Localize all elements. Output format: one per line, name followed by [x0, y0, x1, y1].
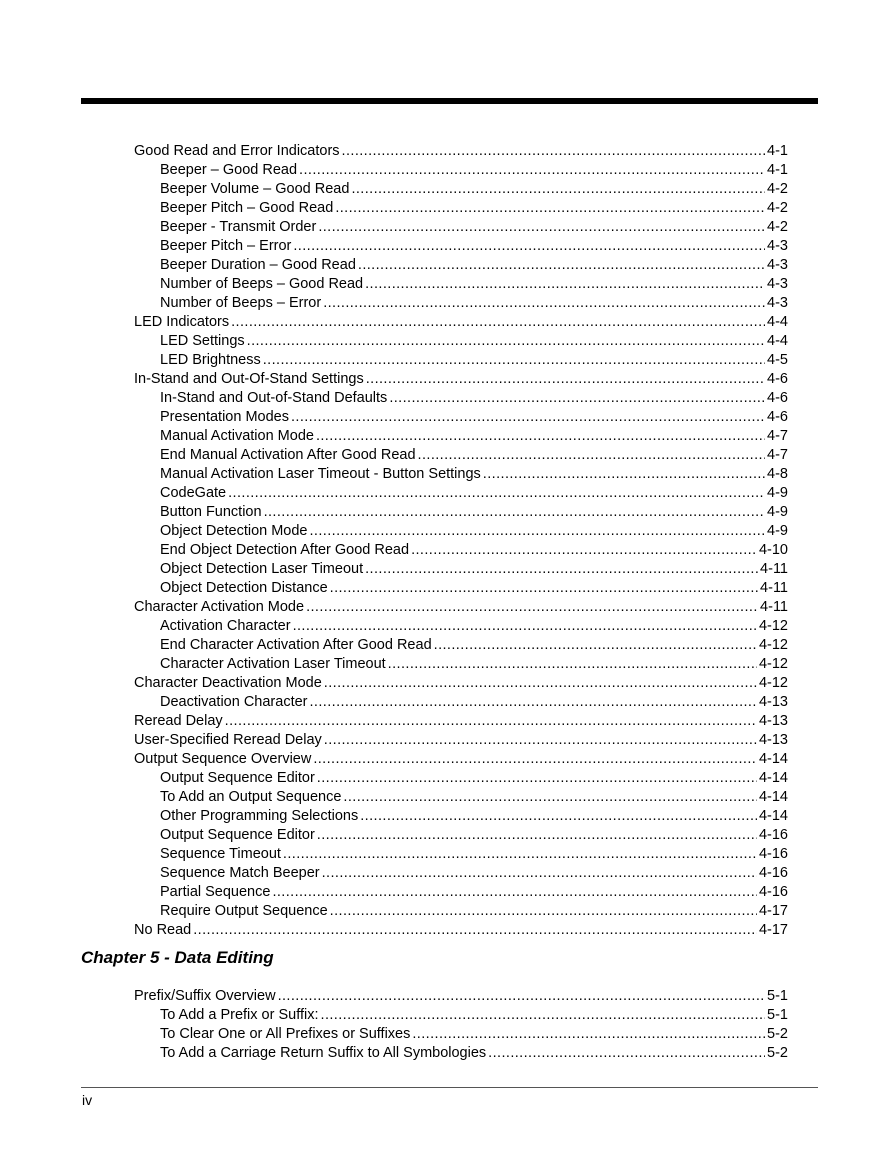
- toc-entry-page: 5-2: [767, 1026, 788, 1042]
- toc-entry[interactable]: [134, 769, 788, 788]
- toc-entry-title: Manual Activation Laser Timeout - Button Settings: [160, 466, 481, 482]
- toc-entry[interactable]: [134, 142, 788, 161]
- dot-leader: [310, 693, 757, 712]
- toc-entry[interactable]: [134, 864, 788, 883]
- toc-entry-page: 4-2: [767, 181, 788, 197]
- toc-entry-page: 4-5: [767, 352, 788, 368]
- toc-entry-page: 4-2: [767, 200, 788, 216]
- toc-entry-title: Object Detection Distance: [160, 580, 328, 596]
- toc-entry-title: End Manual Activation After Good Read: [160, 447, 416, 463]
- dot-leader: [483, 465, 765, 484]
- toc-entry[interactable]: [134, 693, 788, 712]
- toc-entry-page: 4-14: [758, 808, 788, 824]
- toc-entry[interactable]: [134, 902, 788, 921]
- page-number: iv: [82, 1092, 93, 1108]
- dot-leader: [389, 389, 765, 408]
- toc-entry-title: Beeper – Good Read: [160, 162, 298, 178]
- toc-entry-title: Good Read and Error Indicators: [134, 143, 340, 159]
- toc-entry-title: To Add a Carriage Return Suffix to All Symbologies: [160, 1045, 487, 1061]
- toc-entry-title: LED Indicators: [134, 314, 230, 330]
- toc-entry[interactable]: [134, 788, 788, 807]
- dot-leader: [264, 503, 765, 522]
- toc-entry-page: 4-16: [758, 865, 788, 881]
- toc-entry[interactable]: [134, 237, 788, 256]
- dot-leader: [330, 902, 757, 921]
- toc-entry-page: 4-16: [758, 846, 788, 862]
- toc-entry[interactable]: [134, 845, 788, 864]
- toc-entry-page: 4-3: [767, 238, 788, 254]
- toc-entry-page: 4-12: [758, 656, 788, 672]
- toc-entry-title: Character Activation Mode: [134, 599, 305, 615]
- dot-leader: [293, 237, 765, 256]
- toc-entry[interactable]: [134, 541, 788, 560]
- dot-leader: [263, 351, 765, 370]
- toc-entry-title: Beeper Duration – Good Read: [160, 257, 356, 273]
- toc-entry-page: 4-14: [758, 789, 788, 805]
- toc-entry-page: 4-10: [758, 542, 788, 558]
- dot-leader: [291, 408, 765, 427]
- toc-entry-title: Beeper - Transmit Order: [160, 219, 317, 235]
- toc-entry[interactable]: [134, 503, 788, 522]
- toc-entry-title: No Read: [134, 922, 192, 938]
- toc-entry[interactable]: [134, 579, 788, 598]
- toc-entry-page: 4-11: [760, 561, 788, 577]
- toc-entry-title: LED Settings: [160, 333, 245, 349]
- dot-leader: [366, 370, 765, 389]
- toc-entry[interactable]: [134, 351, 788, 370]
- toc-entry-page: 4-9: [767, 504, 788, 520]
- dot-leader: [342, 142, 766, 161]
- toc-entry-title: User-Specified Reread Delay: [134, 732, 322, 748]
- dot-leader: [388, 655, 757, 674]
- toc-entry[interactable]: [134, 332, 788, 351]
- toc-entry-title: Sequence Match Beeper: [160, 865, 320, 881]
- toc-entry[interactable]: [134, 484, 788, 503]
- toc-entry-title: Deactivation Character: [160, 694, 308, 710]
- toc-entry-page: 5-2: [767, 1045, 788, 1061]
- dot-leader: [193, 921, 757, 940]
- toc-entry[interactable]: [134, 1025, 788, 1044]
- dot-leader: [313, 750, 757, 769]
- dot-leader: [343, 788, 757, 807]
- dot-leader: [323, 294, 765, 313]
- dot-leader: [306, 598, 758, 617]
- toc-entry-page: 4-4: [767, 314, 788, 330]
- toc-entry-title: Output Sequence Overview: [134, 751, 312, 767]
- dot-leader: [360, 807, 757, 826]
- toc-entry-title: To Clear One or All Prefixes or Suffixes: [160, 1026, 411, 1042]
- dot-leader: [247, 332, 765, 351]
- toc-entry-page: 4-3: [767, 295, 788, 311]
- toc-entry-page: 4-12: [758, 637, 788, 653]
- toc-entry-page: 4-17: [758, 922, 788, 938]
- dot-leader: [321, 1006, 766, 1025]
- toc-entry-title: Button Function: [160, 504, 262, 520]
- toc-entry[interactable]: [134, 987, 788, 1006]
- toc-entry-page: 4-6: [767, 390, 788, 406]
- toc-entry[interactable]: [134, 256, 788, 275]
- toc-entry-page: 4-13: [758, 694, 788, 710]
- toc-entry[interactable]: [134, 655, 788, 674]
- toc-entry[interactable]: [134, 427, 788, 446]
- toc-entry[interactable]: [134, 883, 788, 902]
- dot-leader: [322, 864, 757, 883]
- toc-entry-title: To Add a Prefix or Suffix:: [160, 1007, 319, 1023]
- toc-entry[interactable]: [134, 807, 788, 826]
- toc-entry-page: 4-14: [758, 751, 788, 767]
- toc-entry-title: Number of Beeps – Error: [160, 295, 322, 311]
- toc-entry-title: Presentation Modes: [160, 409, 289, 425]
- dot-leader: [317, 826, 757, 845]
- dot-leader: [351, 180, 765, 199]
- toc-entry-title: End Object Detection After Good Read: [160, 542, 410, 558]
- toc-entry-page: 5-1: [767, 988, 788, 1004]
- toc-entry[interactable]: [134, 826, 788, 845]
- dot-leader: [324, 731, 757, 750]
- toc-entry-title: LED Brightness: [160, 352, 261, 368]
- dot-leader: [231, 313, 765, 332]
- toc-entry-page: 4-7: [767, 447, 788, 463]
- toc-entry-page: 4-9: [767, 523, 788, 539]
- dot-leader: [411, 541, 757, 560]
- toc-entry[interactable]: [134, 731, 788, 750]
- toc-entry-page: 4-12: [758, 675, 788, 691]
- dot-leader: [299, 161, 765, 180]
- toc-entry-title: In-Stand and Out-of-Stand Defaults: [160, 390, 388, 406]
- toc-entry-title: Sequence Timeout: [160, 846, 281, 862]
- dot-leader: [365, 560, 758, 579]
- toc-entry[interactable]: [134, 636, 788, 655]
- toc-entry[interactable]: [134, 446, 788, 465]
- toc-entry-page: 4-14: [758, 770, 788, 786]
- toc-entry-page: 4-6: [767, 409, 788, 425]
- toc-entry-title: CodeGate: [160, 485, 227, 501]
- toc-entry-title: In-Stand and Out-Of-Stand Settings: [134, 371, 364, 387]
- toc-entry-page: 4-4: [767, 333, 788, 349]
- footer-rule: [81, 1087, 818, 1088]
- toc-entry-page: 4-11: [760, 580, 788, 596]
- toc-entry[interactable]: [134, 199, 788, 218]
- toc-entry[interactable]: [134, 465, 788, 484]
- dot-leader: [412, 1025, 765, 1044]
- dot-leader: [225, 712, 757, 731]
- toc-entry[interactable]: [134, 674, 788, 693]
- toc-entry-title: Character Activation Laser Timeout: [160, 656, 386, 672]
- table-of-contents: [134, 142, 788, 940]
- dot-leader: [365, 275, 765, 294]
- toc-entry-title: Beeper Volume – Good Read: [160, 181, 350, 197]
- dot-leader: [310, 522, 766, 541]
- toc-entry-page: 4-16: [758, 827, 788, 843]
- toc-entry[interactable]: [134, 921, 788, 940]
- toc-entry-page: 4-16: [758, 884, 788, 900]
- dot-leader: [418, 446, 766, 465]
- toc-entry-page: 4-3: [767, 276, 788, 292]
- toc-entry-title: Reread Delay: [134, 713, 223, 729]
- toc-entry-page: 4-1: [767, 162, 788, 178]
- table-of-contents-chapter-5: [134, 987, 788, 1063]
- chapter-heading: Chapter 5 - Data Editing: [81, 948, 274, 967]
- dot-leader: [488, 1044, 765, 1063]
- toc-entry[interactable]: [134, 389, 788, 408]
- toc-entry[interactable]: [134, 275, 788, 294]
- toc-entry-page: 4-13: [758, 713, 788, 729]
- toc-entry-title: Prefix/Suffix Overview: [134, 988, 276, 1004]
- dot-leader: [278, 987, 765, 1006]
- toc-entry[interactable]: [134, 180, 788, 199]
- toc-entry-page: 4-2: [767, 219, 788, 235]
- toc-entry-title: End Character Activation After Good Read: [160, 637, 432, 653]
- toc-entry[interactable]: [134, 1006, 788, 1025]
- toc-entry[interactable]: [134, 313, 788, 332]
- toc-entry[interactable]: [134, 522, 788, 541]
- toc-entry-title: To Add an Output Sequence: [160, 789, 342, 805]
- toc-entry-page: 4-7: [767, 428, 788, 444]
- dot-leader: [283, 845, 757, 864]
- toc-entry-title: Activation Character: [160, 618, 291, 634]
- toc-entry-page: 4-8: [767, 466, 788, 482]
- toc-entry-title: Beeper Pitch – Error: [160, 238, 292, 254]
- toc-entry-title: Output Sequence Editor: [160, 770, 315, 786]
- toc-entry-page: 4-13: [758, 732, 788, 748]
- toc-entry-title: Beeper Pitch – Good Read: [160, 200, 334, 216]
- toc-entry-title: Object Detection Laser Timeout: [160, 561, 364, 577]
- dot-leader: [324, 674, 757, 693]
- toc-entry-title: Partial Sequence: [160, 884, 271, 900]
- toc-entry-page: 4-6: [767, 371, 788, 387]
- toc-entry[interactable]: [134, 750, 788, 769]
- toc-entry[interactable]: [134, 560, 788, 579]
- toc-entry-page: 4-17: [758, 903, 788, 919]
- dot-leader: [318, 218, 765, 237]
- toc-entry[interactable]: [134, 408, 788, 427]
- dot-leader: [293, 617, 757, 636]
- dot-leader: [330, 579, 758, 598]
- toc-entry[interactable]: [134, 294, 788, 313]
- toc-entry-page: 4-11: [760, 599, 788, 615]
- toc-entry-title: Number of Beeps – Good Read: [160, 276, 364, 292]
- toc-entry-page: 4-3: [767, 257, 788, 273]
- dot-leader: [434, 636, 757, 655]
- toc-entry-page: 4-9: [767, 485, 788, 501]
- toc-entry-title: Output Sequence Editor: [160, 827, 315, 843]
- toc-entry-page: 4-12: [758, 618, 788, 634]
- toc-entry[interactable]: [134, 218, 788, 237]
- toc-entry-title: Other Programming Selections: [160, 808, 359, 824]
- dot-leader: [335, 199, 765, 218]
- toc-entry-page: 4-1: [767, 143, 788, 159]
- header-rule: [81, 98, 818, 104]
- toc-entry[interactable]: [134, 370, 788, 389]
- dot-leader: [228, 484, 765, 503]
- dot-leader: [358, 256, 765, 275]
- toc-entry[interactable]: [134, 161, 788, 180]
- toc-entry-title: Object Detection Mode: [160, 523, 308, 539]
- toc-entry[interactable]: [134, 617, 788, 636]
- toc-entry-title: Manual Activation Mode: [160, 428, 314, 444]
- toc-entry[interactable]: [134, 712, 788, 731]
- toc-entry[interactable]: [134, 1044, 788, 1063]
- toc-entry-title: Require Output Sequence: [160, 903, 328, 919]
- toc-entry[interactable]: [134, 598, 788, 617]
- dot-leader: [272, 883, 757, 902]
- toc-entry-title: Character Deactivation Mode: [134, 675, 322, 691]
- dot-leader: [317, 769, 757, 788]
- dot-leader: [316, 427, 765, 446]
- toc-entry-page: 5-1: [767, 1007, 788, 1023]
